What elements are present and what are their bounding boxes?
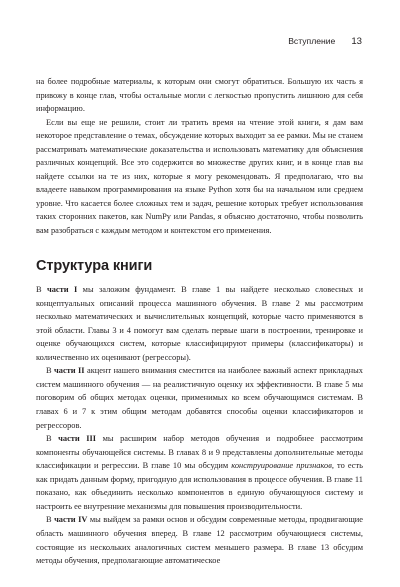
paragraph-part-1 [36, 283, 363, 364]
part-2-prefix: В [46, 366, 55, 376]
page-number: 13 [351, 36, 362, 47]
part-4-text: мы выйдем за рамки основ и обсудим современные методы, продвигающие область машинного обучения вперед. В главе 12 рассмотрим обучающиеся системы, состоящие из нескольких аналогичных систем меньшего размера. В главе 13 обсудим методы обучения, предполагающие автоматическое [36, 515, 364, 566]
paragraph-part-2 [36, 364, 363, 432]
part-1-prefix: В [36, 285, 47, 295]
part-3-text-b: , то есть как придать данным форму, пригодную для использования в процессе обучения. В главе 11 показано, как объединить несколько компонентов в единую обучающуюся систему и настроить ее внутренние механизмы для повышения производительности. [36, 461, 363, 511]
part-2-text: акцент нашего внимания сместится на наиболее важный аспект прикладных систем машинного обучения — на реалистичную оценку их эффективности. В главе 5 мы поговорим об общих методах оценки, применимых ко всем обучающимся системам. В главах 6 и 7 к этим общим методам добавятся способы оценки классификаторов и регрессоров. [36, 366, 363, 430]
running-header [288, 36, 362, 47]
paragraph-1: на более подробные материалы, к которым они смогут обратиться. Большую их часть я привожу в конце глав, чтобы остальные могли с легкостью пропустить лишнюю для себя информацию. [36, 77, 363, 114]
header-title: Вступление [288, 36, 336, 46]
part-3-label: части III [58, 434, 97, 444]
part-1-text: мы заложим фундамент. В главе 1 вы найдете несколько словесных и концептуальных описаний процесса машинного обучения. В главе 2 мы рассмотрим несколько математических и вычислительных концепций, которые часто применяются в этой области. Главы 3 и 4 помогут вам сделать первые шаги в построении, тренировке и оценке обучающихся систем, которые классифицируют примеры (классификаторы) и количественно их оценивают (регрессоры). [36, 285, 364, 362]
section-heading: Структура книги [36, 257, 153, 274]
part-3-text-a: мы расширим набор методов обучения и подробнее рассмотрим компоненты обучающейся системы. В главах 8 и 9 представлены дополнительные методы классификации и регрессии. В главе 10 мы обсудим [36, 434, 363, 471]
part-4-label: части IV [54, 515, 88, 525]
part-4-prefix: В [46, 515, 55, 525]
part-2-label: части II [54, 366, 85, 376]
part-1-label: части I [47, 285, 78, 295]
body-text [36, 75, 363, 568]
part-3-prefix: В [46, 434, 59, 444]
paragraph-part-3 [36, 432, 363, 513]
part-3-term: конструирование признаков [231, 461, 332, 471]
paragraph-part-4 [36, 513, 363, 567]
paragraph-2: Если вы еще не решили, стоит ли тратить время на чтение этой книги, я дам вам некоторое представление о темах, обсуждение которых выходит за ее рамки. Мы не станем рассматривать математические доказательства и использовать математику для объяснения различных концепций. Все это содержится во множестве других книг, и в конце глав вы найдете ссылки на те из них, которые я могу рекомендовать. Я предполагаю, что вы владеете навыком программирования на языке Python хотя бы на начальном или среднем уровне. Что касается более сложных тем и задач, решение которых требует использования таких сторонних пакетов, как NumPy или Pandas, я объясню достаточно, чтобы позволить вам разобраться с каждым методом и контекстом его применения. [36, 117, 363, 236]
